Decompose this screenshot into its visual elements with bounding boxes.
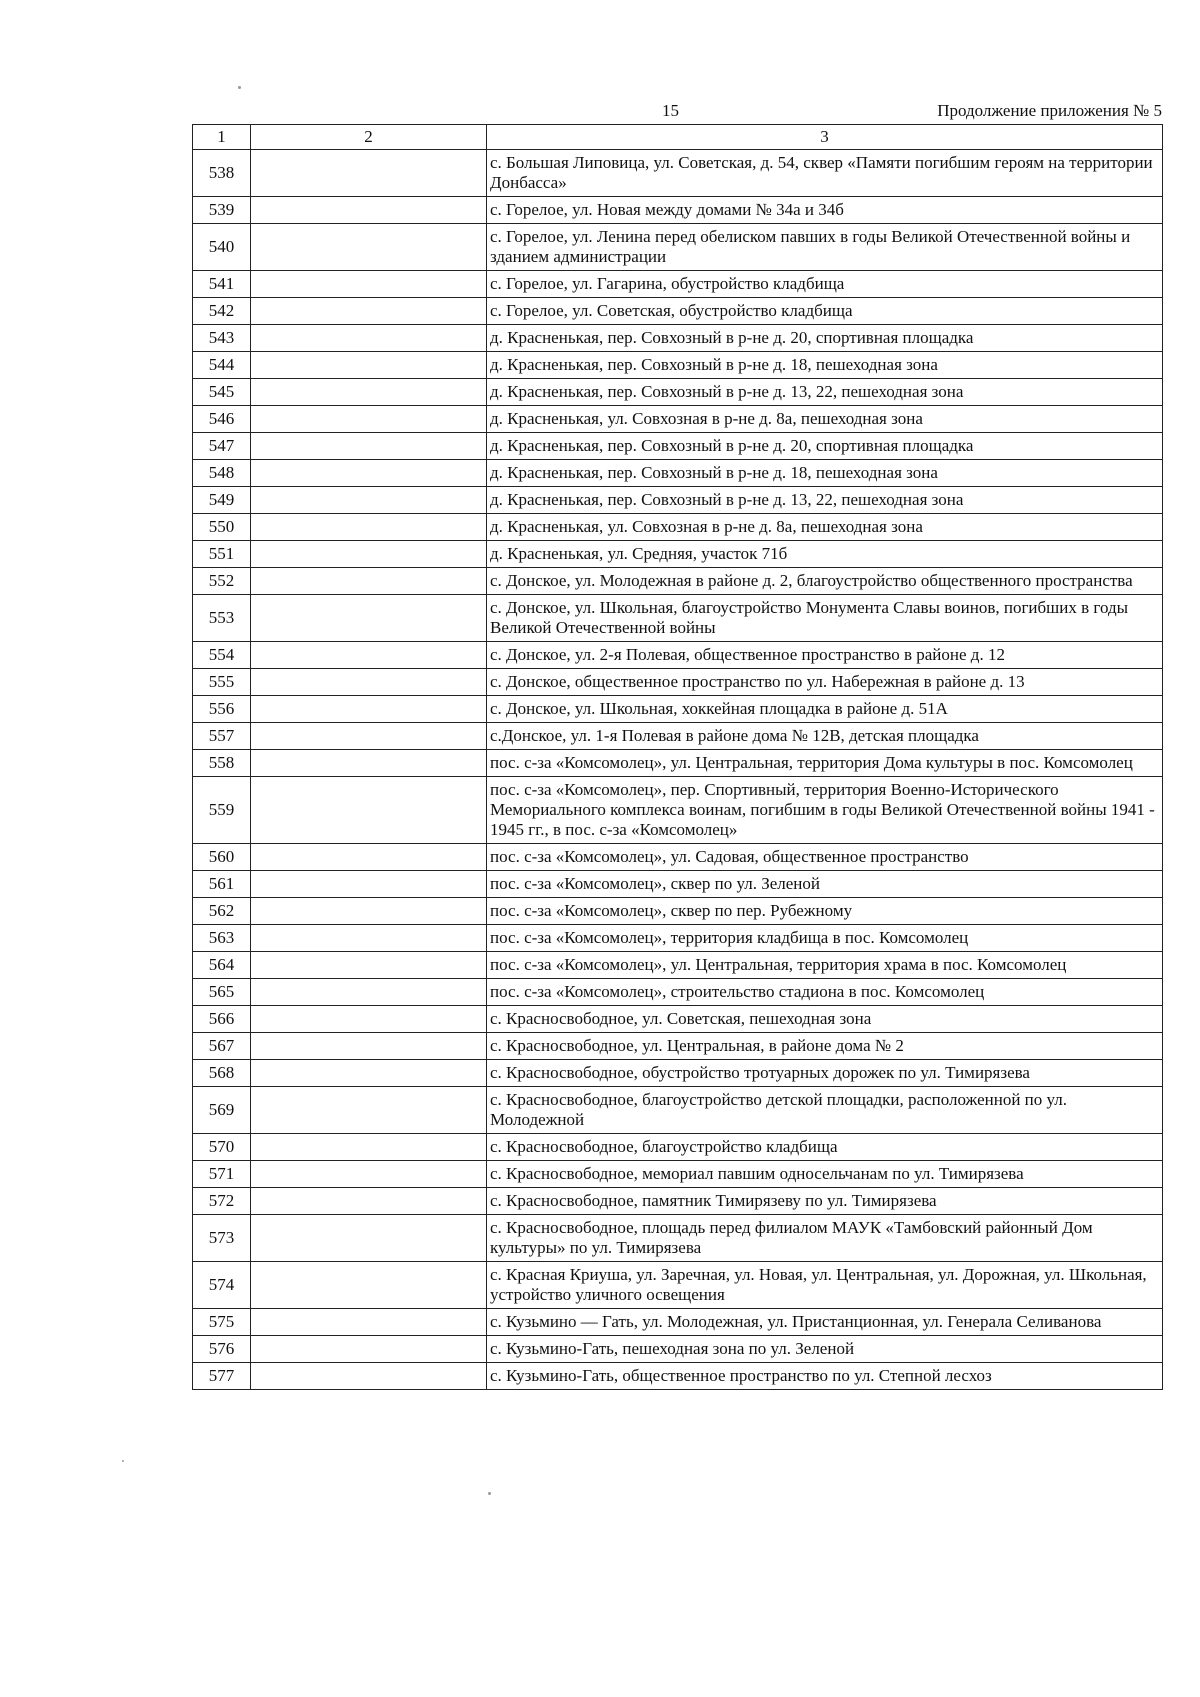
table-row — [193, 1033, 1163, 1060]
row-description: д. Красненькая, ул. Средняя, участок 71б — [487, 541, 1163, 568]
table-row — [193, 271, 1163, 298]
row-number: 570 — [193, 1134, 251, 1161]
table-row — [193, 298, 1163, 325]
row-column-2 — [251, 1215, 487, 1262]
row-number: 546 — [193, 406, 251, 433]
row-description: с. Донское, общественное пространство по ул. Набережная в районе д. 13 — [487, 669, 1163, 696]
row-description: с. Донское, ул. 2-я Полевая, общественное пространство в районе д. 12 — [487, 642, 1163, 669]
row-number: 566 — [193, 1006, 251, 1033]
row-description: д. Красненькая, ул. Совхозная в р-не д. 8а, пешеходная зона — [487, 406, 1163, 433]
row-number: 545 — [193, 379, 251, 406]
row-number: 542 — [193, 298, 251, 325]
row-number: 547 — [193, 433, 251, 460]
row-number: 550 — [193, 514, 251, 541]
row-description: с. Горелое, ул. Гагарина, обустройство кладбища — [487, 271, 1163, 298]
row-description: с. Красносвободное, обустройство тротуарных дорожек по ул. Тимирязева — [487, 1060, 1163, 1087]
row-number: 562 — [193, 898, 251, 925]
table-row — [193, 1336, 1163, 1363]
row-column-2 — [251, 1188, 487, 1215]
table-row — [193, 325, 1163, 352]
row-column-2 — [251, 487, 487, 514]
row-column-2 — [251, 925, 487, 952]
row-description: с. Кузьмино — Гать, ул. Молодежная, ул. Пристанционная, ул. Генерала Селиванова — [487, 1309, 1163, 1336]
table-row — [193, 1087, 1163, 1134]
row-column-2 — [251, 406, 487, 433]
row-description: с.Донское, ул. 1-я Полевая в районе дома № 12В, детская площадка — [487, 723, 1163, 750]
row-column-2 — [251, 1006, 487, 1033]
row-description: пос. с-за «Комсомолец», строительство стадиона в пос. Комсомолец — [487, 979, 1163, 1006]
table-row — [193, 979, 1163, 1006]
table-row — [193, 844, 1163, 871]
row-number: 561 — [193, 871, 251, 898]
row-column-2 — [251, 1262, 487, 1309]
table-row — [193, 1262, 1163, 1309]
row-number: 559 — [193, 777, 251, 844]
row-description: с. Кузьмино-Гать, общественное пространство по ул. Степной лесхоз — [487, 1363, 1163, 1390]
page-header — [192, 101, 1162, 123]
table-row — [193, 224, 1163, 271]
table-row — [193, 514, 1163, 541]
table-row — [193, 1215, 1163, 1262]
row-column-2 — [251, 1336, 487, 1363]
table-row — [193, 1309, 1163, 1336]
row-number: 543 — [193, 325, 251, 352]
table-row — [193, 723, 1163, 750]
column-header-2: 2 — [251, 125, 487, 150]
table-row — [193, 777, 1163, 844]
column-header-3: 3 — [487, 125, 1163, 150]
table-row — [193, 952, 1163, 979]
row-number: 556 — [193, 696, 251, 723]
row-column-2 — [251, 1161, 487, 1188]
row-number: 567 — [193, 1033, 251, 1060]
continuation-label: Продолжение приложения № 5 — [937, 101, 1162, 120]
row-number: 538 — [193, 150, 251, 197]
table-row — [193, 1060, 1163, 1087]
row-number: 549 — [193, 487, 251, 514]
table-row — [193, 487, 1163, 514]
row-number: 574 — [193, 1262, 251, 1309]
table-row — [193, 1363, 1163, 1390]
row-description: д. Красненькая, пер. Совхозный в р-не д. 18, пешеходная зона — [487, 460, 1163, 487]
scan-speck — [122, 1460, 124, 1462]
row-number: 541 — [193, 271, 251, 298]
row-description: пос. с-за «Комсомолец», сквер по ул. Зеленой — [487, 871, 1163, 898]
row-description: д. Красненькая, пер. Совхозный в р-не д. 13, 22, пешеходная зона — [487, 487, 1163, 514]
table-row — [193, 150, 1163, 197]
row-description: с. Красносвободное, благоустройство кладбища — [487, 1134, 1163, 1161]
row-description: с. Донское, ул. Школьная, благоустройство Монумента Славы воинов, погибших в годы Великой Отечественной войны — [487, 595, 1163, 642]
row-description: с. Донское, ул. Молодежная в районе д. 2, благоустройство общественного пространства — [487, 568, 1163, 595]
table-row — [193, 669, 1163, 696]
row-column-2 — [251, 325, 487, 352]
row-number: 576 — [193, 1336, 251, 1363]
table-row — [193, 1006, 1163, 1033]
row-number: 540 — [193, 224, 251, 271]
row-column-2 — [251, 696, 487, 723]
row-column-2 — [251, 568, 487, 595]
row-column-2 — [251, 777, 487, 844]
row-description: с. Красносвободное, благоустройство детской площадки, расположенной по ул. Молодежной — [487, 1087, 1163, 1134]
row-column-2 — [251, 952, 487, 979]
row-description: пос. с-за «Комсомолец», пер. Спортивный, территория Военно-Исторического Мемориального комплекса воинам, погибшим в годы Великой Отечественной войны 1941 - 1945 гг., в пос. с-за «Комсомолец» — [487, 777, 1163, 844]
scan-speck — [488, 1492, 491, 1495]
row-number: 553 — [193, 595, 251, 642]
row-number: 544 — [193, 352, 251, 379]
row-description: с. Красносвободное, ул. Центральная, в районе дома № 2 — [487, 1033, 1163, 1060]
row-column-2 — [251, 514, 487, 541]
row-number: 555 — [193, 669, 251, 696]
table-row — [193, 871, 1163, 898]
row-number: 558 — [193, 750, 251, 777]
row-description: д. Красненькая, пер. Совхозный в р-не д. 13, 22, пешеходная зона — [487, 379, 1163, 406]
row-description: д. Красненькая, пер. Совхозный в р-не д. 18, пешеходная зона — [487, 352, 1163, 379]
row-description: д. Красненькая, ул. Совхозная в р-не д. 8а, пешеходная зона — [487, 514, 1163, 541]
row-description: пос. с-за «Комсомолец», ул. Садовая, общественное пространство — [487, 844, 1163, 871]
row-column-2 — [251, 352, 487, 379]
row-description: пос. с-за «Комсомолец», ул. Центральная, территория Дома культуры в пос. Комсомолец — [487, 750, 1163, 777]
row-column-2 — [251, 979, 487, 1006]
row-column-2 — [251, 595, 487, 642]
row-column-2 — [251, 1060, 487, 1087]
row-column-2 — [251, 898, 487, 925]
table-row — [193, 197, 1163, 224]
row-description: с. Кузьмино-Гать, пешеходная зона по ул. Зеленой — [487, 1336, 1163, 1363]
row-number: 573 — [193, 1215, 251, 1262]
table-row — [193, 541, 1163, 568]
row-number: 572 — [193, 1188, 251, 1215]
row-column-2 — [251, 642, 487, 669]
table-row — [193, 750, 1163, 777]
row-number: 571 — [193, 1161, 251, 1188]
table-row — [193, 406, 1163, 433]
row-description: с. Горелое, ул. Новая между домами № 34а и 34б — [487, 197, 1163, 224]
table-row — [193, 379, 1163, 406]
table-row — [193, 642, 1163, 669]
row-description: с. Красносвободное, памятник Тимирязеву по ул. Тимирязева — [487, 1188, 1163, 1215]
row-description: с. Горелое, ул. Советская, обустройство кладбища — [487, 298, 1163, 325]
row-number: 551 — [193, 541, 251, 568]
row-column-2 — [251, 197, 487, 224]
row-number: 565 — [193, 979, 251, 1006]
table-row — [193, 1188, 1163, 1215]
row-number: 560 — [193, 844, 251, 871]
row-description: с. Красносвободное, площадь перед филиалом МАУК «Тамбовский районный Дом культуры» по ул. Тимирязева — [487, 1215, 1163, 1262]
column-header-1: 1 — [193, 125, 251, 150]
row-number: 569 — [193, 1087, 251, 1134]
row-description: с. Донское, ул. Школьная, хоккейная площадка в районе д. 51А — [487, 696, 1163, 723]
row-column-2 — [251, 871, 487, 898]
row-column-2 — [251, 1087, 487, 1134]
row-column-2 — [251, 150, 487, 197]
appendix-table — [192, 124, 1163, 1390]
row-column-2 — [251, 750, 487, 777]
row-number: 563 — [193, 925, 251, 952]
row-number: 564 — [193, 952, 251, 979]
row-column-2 — [251, 271, 487, 298]
scan-speck — [238, 86, 241, 89]
row-number: 548 — [193, 460, 251, 487]
table-row — [193, 925, 1163, 952]
row-description: пос. с-за «Комсомолец», территория кладбища в пос. Комсомолец — [487, 925, 1163, 952]
row-column-2 — [251, 723, 487, 750]
table-row — [193, 696, 1163, 723]
row-column-2 — [251, 460, 487, 487]
page-number: 15 — [662, 101, 679, 120]
table-header-row — [193, 125, 1163, 150]
row-number: 539 — [193, 197, 251, 224]
row-description: д. Красненькая, пер. Совхозный в р-не д. 20, спортивная площадка — [487, 325, 1163, 352]
table-row — [193, 433, 1163, 460]
row-number: 552 — [193, 568, 251, 595]
table-row — [193, 352, 1163, 379]
row-column-2 — [251, 1134, 487, 1161]
row-description: с. Большая Липовица, ул. Советская, д. 54, сквер «Памяти погибшим героям на территории Донбасса» — [487, 150, 1163, 197]
table-row — [193, 568, 1163, 595]
row-description: с. Красносвободное, мемориал павшим односельчанам по ул. Тимирязева — [487, 1161, 1163, 1188]
row-column-2 — [251, 1363, 487, 1390]
table-row — [193, 898, 1163, 925]
row-column-2 — [251, 1033, 487, 1060]
row-description: пос. с-за «Комсомолец», ул. Центральная, территория храма в пос. Комсомолец — [487, 952, 1163, 979]
row-number: 577 — [193, 1363, 251, 1390]
row-description: с. Горелое, ул. Ленина перед обелиском павших в годы Великой Отечественной войны и зданием администрации — [487, 224, 1163, 271]
table-body — [193, 150, 1163, 1390]
row-number: 568 — [193, 1060, 251, 1087]
row-column-2 — [251, 298, 487, 325]
row-column-2 — [251, 224, 487, 271]
row-number: 557 — [193, 723, 251, 750]
row-column-2 — [251, 379, 487, 406]
table-row — [193, 1134, 1163, 1161]
row-description: пос. с-за «Комсомолец», сквер по пер. Рубежному — [487, 898, 1163, 925]
row-number: 575 — [193, 1309, 251, 1336]
row-description: д. Красненькая, пер. Совхозный в р-не д. 20, спортивная площадка — [487, 433, 1163, 460]
table-row — [193, 595, 1163, 642]
row-column-2 — [251, 669, 487, 696]
row-column-2 — [251, 1309, 487, 1336]
row-description: с. Красносвободное, ул. Советская, пешеходная зона — [487, 1006, 1163, 1033]
table-row — [193, 1161, 1163, 1188]
row-column-2 — [251, 433, 487, 460]
row-column-2 — [251, 541, 487, 568]
row-number: 554 — [193, 642, 251, 669]
table-row — [193, 460, 1163, 487]
row-description: с. Красная Криуша, ул. Заречная, ул. Новая, ул. Центральная, ул. Дорожная, ул. Школьная, устройство уличного освещения — [487, 1262, 1163, 1309]
row-column-2 — [251, 844, 487, 871]
